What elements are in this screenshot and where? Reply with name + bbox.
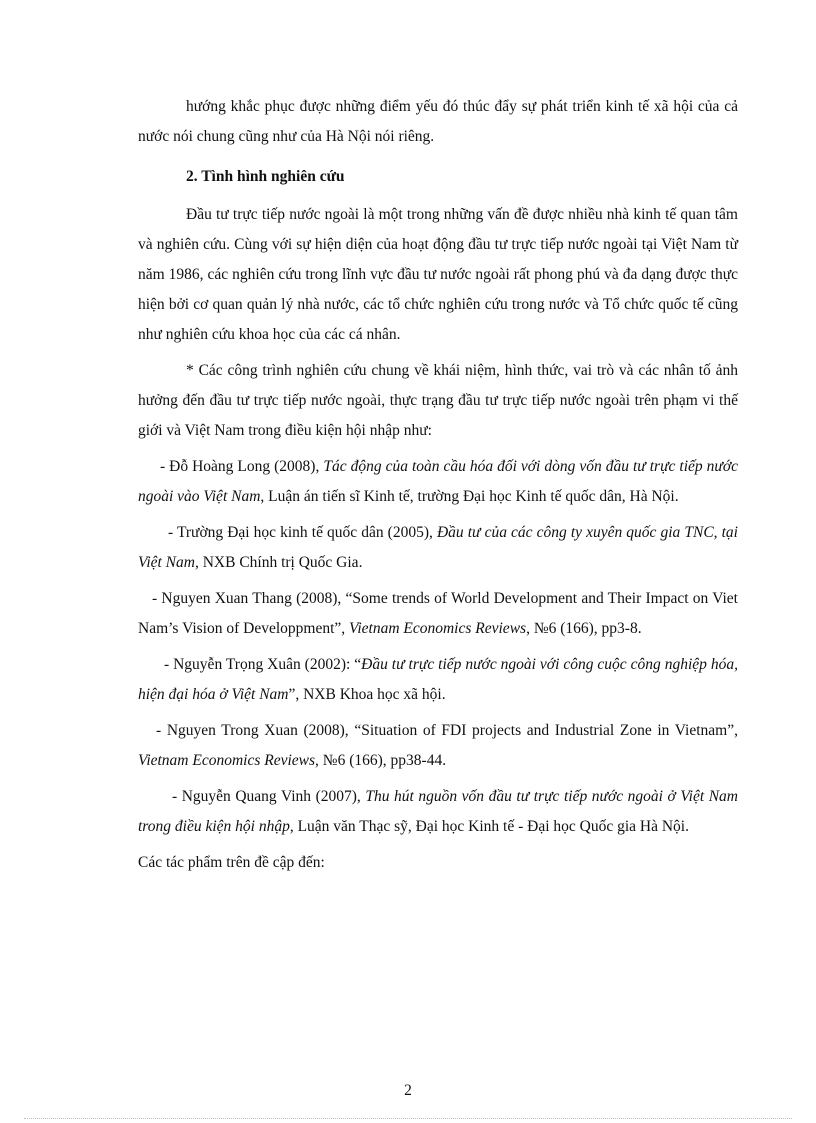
- reference-author: - Nguyễn Quang Vinh (2007),: [172, 788, 366, 805]
- reference-item: [138, 782, 738, 842]
- reference-publication: , №6 (166), pp38-44.: [315, 752, 447, 769]
- reference-author: - Đỗ Hoàng Long (2008),: [160, 458, 324, 475]
- document-page: [138, 92, 738, 884]
- section-heading: 2. Tình hình nghiên cứu: [186, 168, 345, 185]
- intro-paragraph: hướng khắc phục được những điểm yếu đó thúc đẩy sự phát triển kinh tế xã hội của cả nước nói chung cũng như của Hà Nội nói riêng.: [138, 98, 738, 145]
- reference-author: - Trường Đại học kinh tế quốc dân (2005),: [168, 524, 437, 541]
- reference-author: - Nguyen Trong Xuan (2008), “Situation of FDI projects and Industrial Zone in Vietnam”,: [156, 722, 738, 739]
- reference-item: [138, 518, 738, 578]
- reference-item: [138, 452, 738, 512]
- reference-title: Vietnam Economics Reviews: [138, 752, 316, 769]
- closing-line: Các tác phẩm trên đề cập đến:: [138, 854, 325, 871]
- reference-title: Vietnam Economics Reviews: [349, 620, 527, 637]
- reference-title: Đầu tư của các công ty xuyên quốc gia TNC, tại Việt Nam,: [138, 524, 738, 571]
- reference-publication: , Luận văn Thạc sỹ, Đại học Kinh tế - Đại học Quốc gia Hà Nội.: [289, 818, 689, 835]
- reference-publication: ”, NXB Khoa học xã hội.: [288, 686, 446, 703]
- reference-publication: , Luận án tiến sĩ Kinh tế, trường Đại học Kinh tế quốc dân, Hà Nội.: [260, 488, 679, 505]
- reference-title: Thu hút nguồn vốn đầu tư trực tiếp nước ngoài ở Việt Nam trong điều kiện hội nhập: [138, 788, 738, 835]
- page-bottom-divider: [24, 1118, 792, 1119]
- reference-item: [138, 584, 738, 644]
- reference-publication: , №6 (166), pp3-8.: [526, 620, 642, 637]
- page-number: 2: [404, 1082, 412, 1099]
- reference-author: - Nguyễn Trọng Xuân (2002): “: [164, 656, 362, 673]
- research-paragraph-2: * Các công trình nghiên cứu chung về khái niệm, hình thức, vai trò và các nhân tố ảnh hưởng đến đầu tư trực tiếp nước ngoài, thực trạng đầu tư trực tiếp nước ngoài trên phạm vi thế giới và Việt Nam trong điều kiện hội nhập như:: [138, 362, 738, 439]
- reference-author: - Nguyen Xuan Thang (2008), “Some trends of World Development and Their Impact on Viet Nam’s Vision of Developpment”,: [138, 590, 738, 637]
- reference-publication: NXB Chính trị Quốc Gia.: [198, 554, 363, 571]
- reference-item: [138, 650, 738, 710]
- reference-title: Đầu tư trực tiếp nước ngoài với công cuộc công nghiệp hóa, hiện đại hóa ở Việt Nam: [138, 656, 738, 703]
- reference-item: [138, 716, 738, 776]
- research-paragraph-1: Đầu tư trực tiếp nước ngoài là một trong những vấn đề được nhiều nhà kinh tế quan tâm và nghiên cứu. Cùng với sự hiện diện của hoạt động đầu tư trực tiếp nước ngoài tại Việt Nam từ năm 1986, các nghiên cứu trong lĩnh vực đầu tư nước ngoài rất phong phú và đa dạng được thực hiện bởi cơ quan quản lý nhà nước, các tổ chức nghiên cứu trong nước và Tổ chức quốc tế cũng như nghiên cứu khoa học của các cá nhân.: [138, 206, 738, 343]
- reference-title: Tác động của toàn cầu hóa đối với dòng vốn đầu tư trực tiếp nước ngoài vào Việt Nam: [138, 458, 738, 505]
